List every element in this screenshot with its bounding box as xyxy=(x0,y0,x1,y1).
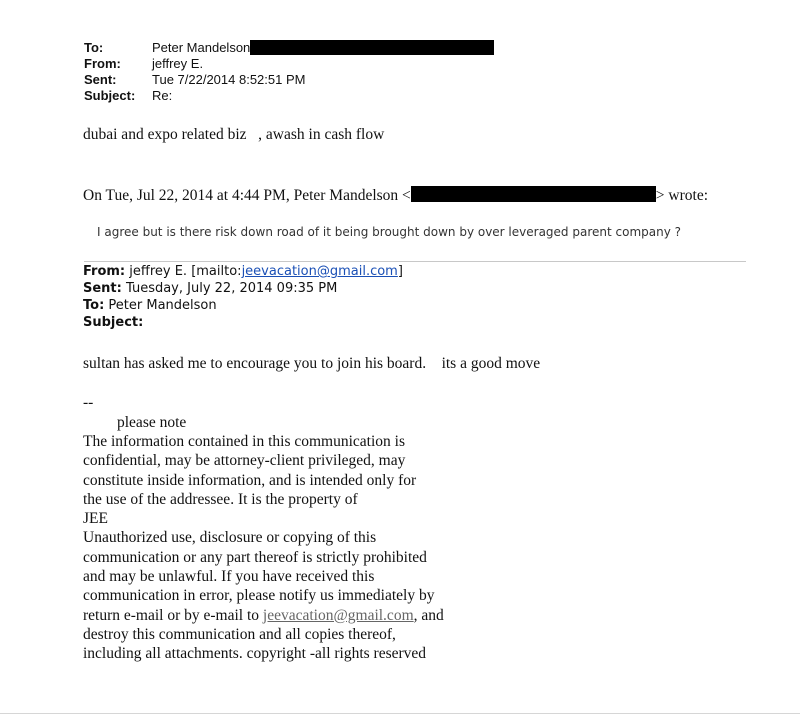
disclaimer-line: including all attachments. copyright -all rights reserved xyxy=(83,645,427,663)
disclaimer-line: constitute inside information, and is intended only for xyxy=(83,471,417,489)
signature-dash: -- xyxy=(83,394,94,411)
disclaimer-line: communication in error, please notify us immediately by xyxy=(83,587,435,605)
sent-value: Tue 7/22/2014 8:52:51 PM xyxy=(152,72,306,87)
disclaimer-line: destroy this communication and all copies thereof, xyxy=(83,625,396,643)
page-bottom-border xyxy=(0,713,800,714)
subject-value: Re: xyxy=(152,88,173,103)
email-link[interactable]: jeevacation@gmail.com xyxy=(262,606,414,624)
disclaimer-line: the use of the addressee. It is the property of xyxy=(83,490,358,508)
orig-to-label: To: xyxy=(83,298,105,313)
orig-from-suffix: ] xyxy=(397,264,403,279)
original-header xyxy=(83,263,403,331)
orig-sent-row xyxy=(83,280,403,297)
wrote-prefix: On Tue, Jul 22, 2014 at 4:44 PM, Peter Mandelson < xyxy=(83,187,411,204)
disclaimer-line: and may be unlawful. If you have received this xyxy=(83,568,375,586)
orig-from-label: From: xyxy=(83,264,126,279)
from-value: jeffrey E. xyxy=(152,56,204,71)
subject-row xyxy=(84,88,494,104)
disclaimer xyxy=(83,432,444,664)
to-label: To: xyxy=(84,40,104,55)
to-row xyxy=(84,40,494,56)
email-line-prefix: return e-mail or by e-mail to xyxy=(83,606,263,624)
email-link[interactable]: jeevacation@gmail.com xyxy=(241,264,398,279)
orig-to-row xyxy=(83,297,403,314)
reply-text: dubai and expo related biz , awash in cash flow xyxy=(83,126,385,143)
divider xyxy=(84,261,746,262)
redaction-bar xyxy=(250,40,494,55)
disclaimer-line: confidential, may be attorney-client privileged, may xyxy=(83,452,406,470)
orig-sent-value: Tuesday, July 22, 2014 09:35 PM xyxy=(121,281,338,296)
wrote-suffix: > wrote: xyxy=(655,187,709,204)
orig-to-value: Peter Mandelson xyxy=(104,298,217,313)
orig-subject-row xyxy=(83,314,403,331)
subject-label: Subject: xyxy=(84,88,136,103)
please-note: please note xyxy=(117,414,187,431)
disclaimer-email-line xyxy=(83,606,444,625)
from-row xyxy=(84,56,494,72)
to-value: Peter Mandelson xyxy=(152,40,251,55)
from-label: From: xyxy=(84,56,121,71)
orig-from-prefix: jeffrey E. [mailto: xyxy=(125,264,242,279)
email-line-suffix: , and xyxy=(413,606,444,624)
orig-from-row xyxy=(83,263,403,280)
quoted-message: I agree but is there risk down road of it being brought down by over leveraged parent company ? xyxy=(97,225,681,239)
disclaimer-line: Unauthorized use, disclosure or copying of this xyxy=(83,529,377,547)
disclaimer-line: JEE xyxy=(83,510,108,528)
orig-sent-label: Sent: xyxy=(83,281,122,296)
disclaimer-line: The information contained in this communication is xyxy=(83,433,405,450)
sent-label: Sent: xyxy=(84,72,117,87)
redaction-bar xyxy=(411,186,656,202)
orig-subject-label: Subject: xyxy=(83,315,144,330)
message-text: sultan has asked me to encourage you to join his board. its a good move xyxy=(83,355,541,372)
email-header xyxy=(84,40,494,104)
sent-row xyxy=(84,72,494,88)
disclaimer-line: communication or any part thereof is strictly prohibited xyxy=(83,548,427,566)
wrote-line xyxy=(83,186,708,205)
